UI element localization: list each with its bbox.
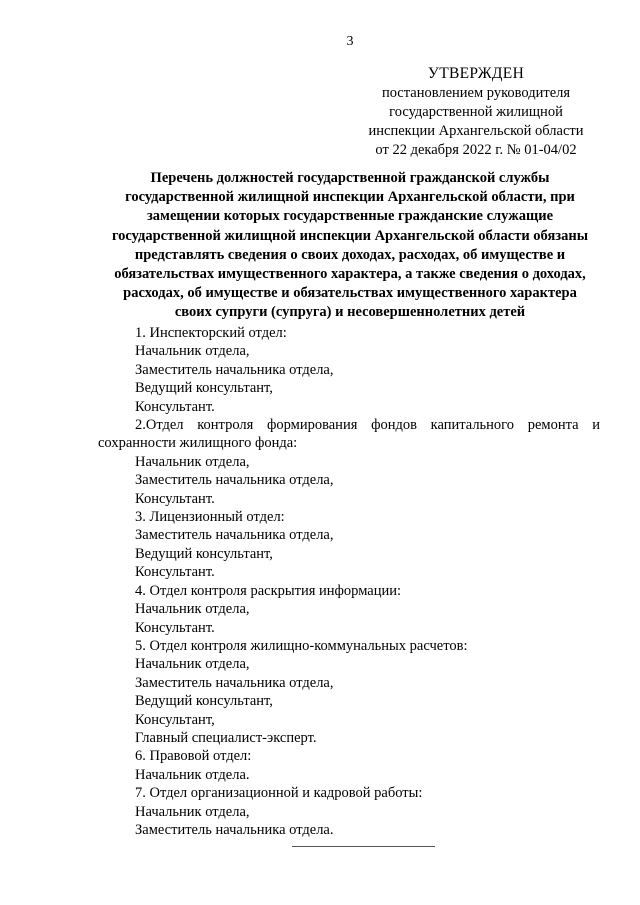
end-divider — [292, 846, 435, 847]
title-line: представлять сведения о своих доходах, расходах, об имуществе и — [134, 246, 566, 263]
approval-block — [355, 64, 597, 160]
position-item: Заместитель начальника отдела. — [135, 821, 334, 838]
position-item: Консультант. — [135, 619, 215, 636]
title-line: своих супруги (супруга) и несовершеннолетних детей — [174, 304, 526, 321]
approval-line: инспекции Архангельской области — [368, 123, 584, 139]
position-item: Главный специалист-эксперт. — [135, 729, 317, 746]
approval-date-line: от 22 декабря 2022 г. № 01-04/02 — [375, 142, 577, 158]
title-line: замещении которых государственные гражданские служащие — [146, 208, 554, 225]
position-item: Заместитель начальника отдела, — [135, 527, 334, 544]
position-item: Консультант. — [135, 490, 215, 507]
position-item: Консультант. — [135, 398, 215, 415]
positions-list — [98, 324, 600, 839]
title-line: обязательствах имущественного характера, а также сведения о доходах, — [114, 266, 586, 283]
position-item: Ведущий консультант, — [135, 380, 273, 397]
approval-line: постановлением руководителя — [381, 85, 571, 101]
department-heading: 2.Отдел контроля формирования фондов капитального ремонта и — [135, 417, 600, 434]
position-item: Заместитель начальника отдела, — [135, 361, 334, 378]
position-item: Ведущий консультант, — [135, 545, 273, 562]
position-item: Начальник отдела, — [135, 601, 250, 618]
position-item: Начальник отдела, — [135, 656, 250, 673]
position-item: Начальник отдела, — [135, 803, 250, 820]
position-item: Заместитель начальника отдела, — [135, 674, 334, 691]
position-item: Начальник отдела, — [135, 453, 250, 470]
position-item: Консультант. — [135, 564, 215, 581]
title-line: расходах, об имуществе и обязательствах имущественного характера — [123, 285, 577, 302]
position-item: Начальник отдела. — [135, 766, 250, 783]
position-item: Начальник отдела, — [135, 343, 250, 360]
page-number: 3 — [346, 34, 354, 49]
position-item: Консультант, — [135, 711, 215, 728]
position-item: Ведущий консультант, — [135, 693, 273, 710]
department-heading-continuation: сохранности жилищного фонда: — [98, 435, 298, 452]
department-heading: 1. Инспекторский отдел: — [135, 325, 287, 341]
document-title — [60, 169, 640, 323]
department-heading: 6. Правовой отдел: — [135, 748, 252, 765]
position-item: Заместитель начальника отдела, — [135, 472, 334, 489]
department-heading: 4. Отдел контроля раскрытия информации: — [135, 582, 402, 599]
department-heading: 3. Лицензионный отдел: — [135, 509, 285, 526]
department-heading: 7. Отдел организационной и кадровой работы: — [135, 785, 423, 802]
department-heading: 5. Отдел контроля жилищно-коммунальных расчетов: — [135, 637, 468, 654]
approval-line: государственной жилищной — [389, 104, 563, 120]
title-line: Перечень должностей государственной гражданской службы — [150, 170, 550, 186]
title-line: государственной жилищной инспекции Архангельской области, при — [125, 189, 575, 206]
approval-title: УТВЕРЖДЕН — [427, 65, 525, 82]
title-line: государственной жилищной инспекции Архангельской области обязаны — [111, 227, 589, 244]
